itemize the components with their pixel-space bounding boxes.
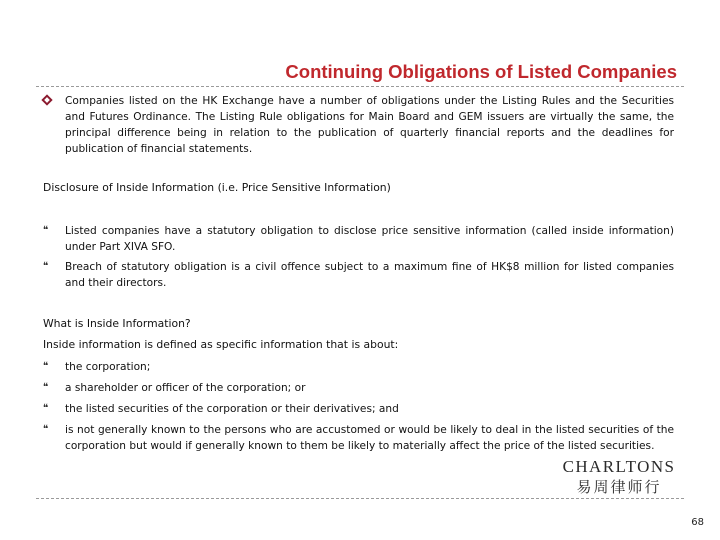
- disclosure-bullet-text: Listed companies have a statutory obligation to disclose price sensitive information (called inside information) under Part XIVA SFO.: [65, 225, 674, 253]
- inside-info-bullet-text: is not generally known to the persons who are accustomed or would be likely to deal in the listed securities of the corporation but would if generally known to them be likely to materially affect the price of the listed securities.: [65, 424, 674, 452]
- quote-bullet-icon: ❝: [43, 424, 49, 435]
- charltons-logo: [556, 457, 682, 497]
- slide-title: Continuing Obligations of Listed Companies: [285, 61, 677, 82]
- inside-info-definition: Inside information is defined as specific information that is about:: [43, 338, 399, 351]
- logo-name-cn: 易周律师行: [576, 478, 662, 496]
- disclosure-bullet-text: Breach of statutory obligation is a civil offence subject to a maximum fine of HK$8 million for listed companies and their directors.: [65, 261, 674, 289]
- inside-info-bullet-text: the listed securities of the corporation or their derivatives; and: [65, 403, 399, 415]
- inside-info-bullet-text: the corporation;: [65, 361, 151, 373]
- inside-info-bullet-text: a shareholder or officer of the corporation; or: [65, 382, 306, 394]
- inside-info-heading: What is Inside Information?: [43, 317, 191, 330]
- intro-paragraph: Companies listed on the HK Exchange have a number of obligations under the Listing Rules and the Securities and Futures Ordinance. The Listing Rule obligations for Main Board and GEM issuers are virtually the same, the principal difference being in relation to the publication of quarterly financial reports and the deadlines for publication of financial statements.: [65, 95, 674, 155]
- quote-bullet-icon: ❝: [43, 403, 49, 414]
- disclosure-heading: Disclosure of Inside Information (i.e. Price Sensitive Information): [43, 181, 391, 194]
- quote-bullet-icon: ❝: [43, 225, 49, 236]
- quote-bullet-icon: ❝: [43, 261, 49, 272]
- bottom-divider: [36, 498, 684, 499]
- logo-name-en: CHARLTONS: [562, 457, 676, 476]
- quote-bullet-icon: ❝: [43, 382, 49, 393]
- diamond-bullet-icon: [41, 94, 52, 105]
- top-divider: [36, 86, 684, 87]
- page-number: 68: [691, 517, 704, 528]
- quote-bullet-icon: ❝: [43, 361, 49, 372]
